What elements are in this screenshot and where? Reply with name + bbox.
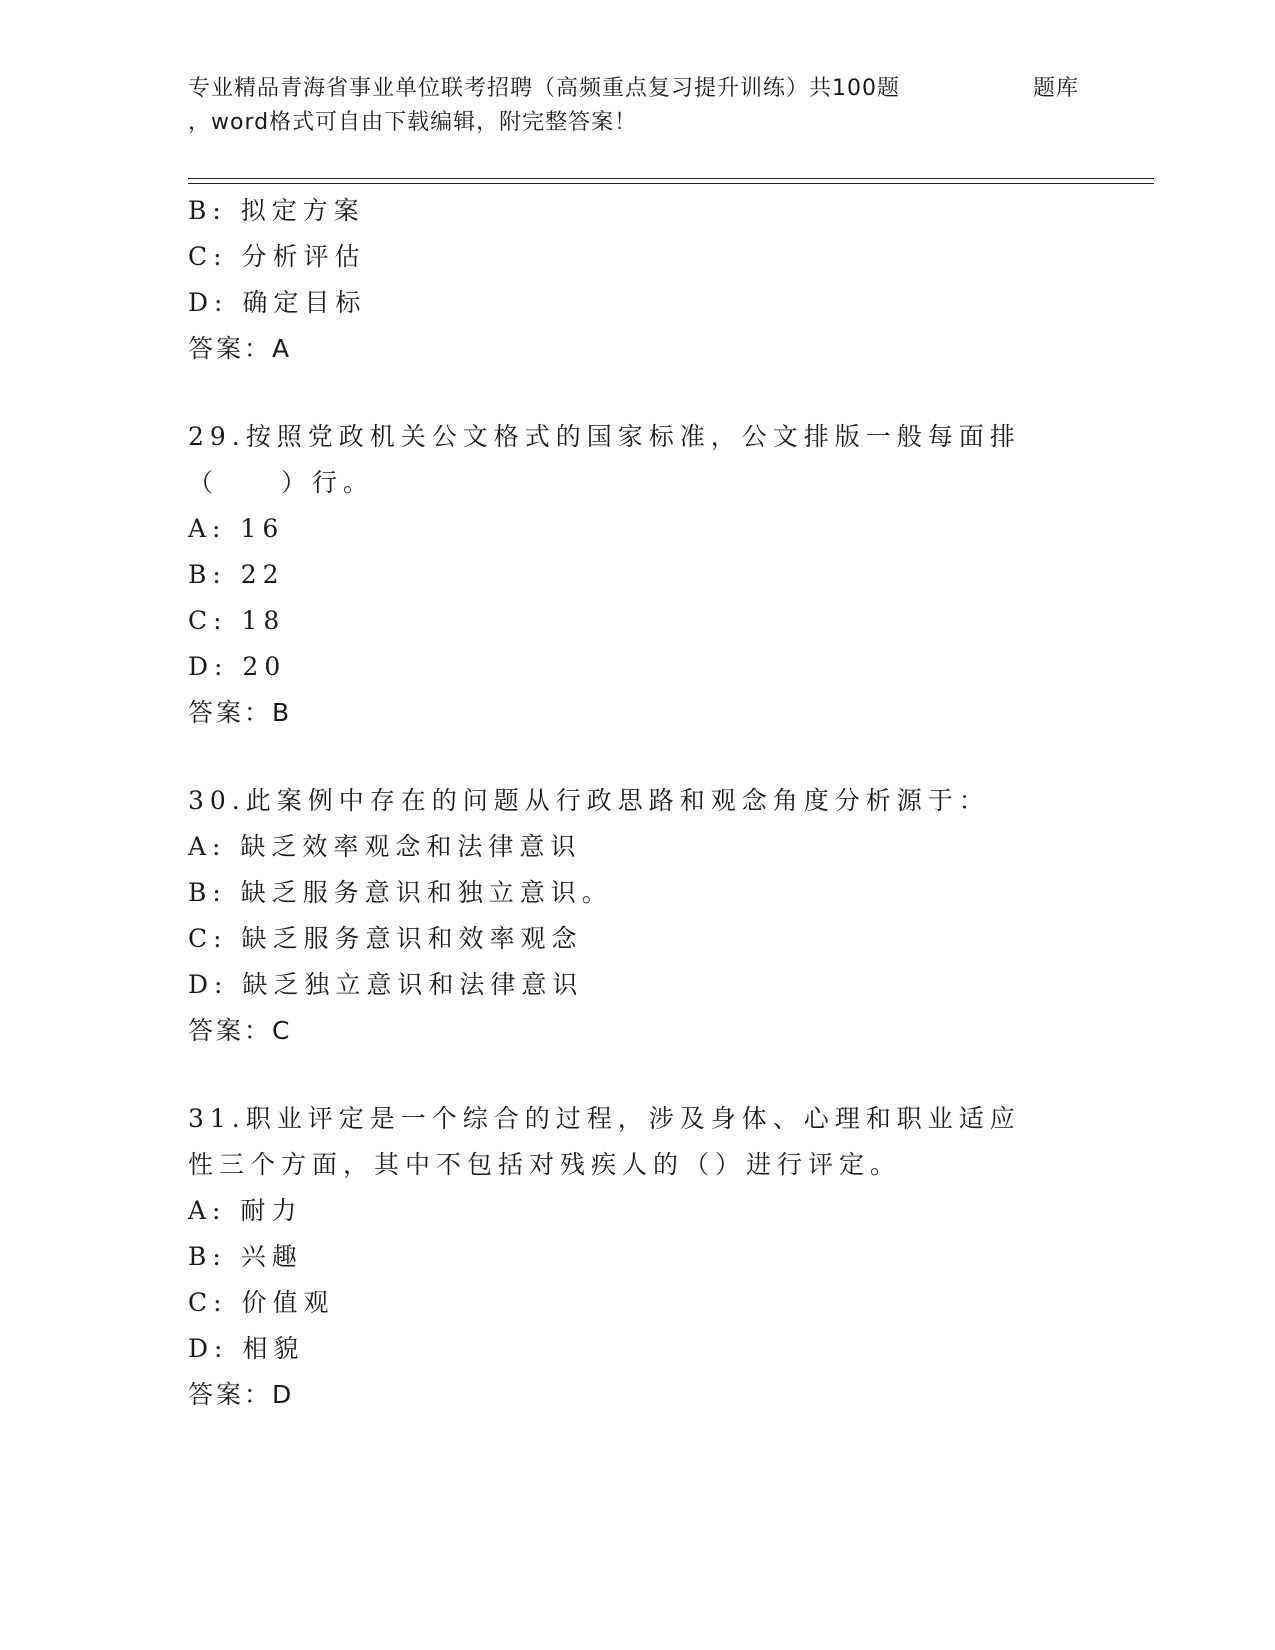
spacer bbox=[188, 736, 1088, 778]
header-divider-top bbox=[188, 178, 1154, 179]
answer-line: 答案：C bbox=[188, 1016, 293, 1045]
header-divider-bottom bbox=[188, 183, 1154, 184]
answer-line: 答案：A bbox=[188, 334, 293, 363]
header-tag: 题库 bbox=[1033, 76, 1080, 101]
answer-line: 答案：D bbox=[188, 1380, 295, 1409]
option-a: A: 缺乏效率观念和法律意识 bbox=[188, 832, 582, 861]
question-31 bbox=[188, 1096, 1088, 1418]
option-b: B: 拟定方案 bbox=[188, 196, 365, 225]
option-b: B: 缺乏服务意识和独立意识。 bbox=[188, 878, 613, 907]
option-c: C: 价值观 bbox=[188, 1288, 335, 1317]
option-b: B: 22 bbox=[188, 560, 285, 589]
answer-line: 答案：B bbox=[188, 698, 293, 727]
question-30 bbox=[188, 778, 1088, 1054]
document-header bbox=[188, 72, 1088, 140]
option-d: D: 相貌 bbox=[188, 1334, 305, 1363]
option-d: D: 20 bbox=[188, 652, 287, 681]
option-a: A: 耐力 bbox=[188, 1196, 303, 1225]
option-a: A: 16 bbox=[188, 514, 285, 543]
question-text: 29.按照党政机关公文格式的国家标准，公文排版一般每面排（ ）行。 bbox=[188, 422, 1021, 497]
option-c: C: 18 bbox=[188, 606, 286, 635]
header-title-line: 专业精品青海省事业单位联考招聘（高频重点复习提升训练）共100题 bbox=[188, 76, 900, 101]
spacer bbox=[188, 372, 1088, 414]
option-b: B: 兴趣 bbox=[188, 1242, 303, 1271]
question-text: 30.此案例中存在的问题从行政思路和观念角度分析源于： bbox=[188, 786, 990, 815]
spacer bbox=[188, 1054, 1088, 1096]
question-content bbox=[188, 188, 1088, 1418]
header-subtitle-line: ，word格式可自由下载编辑，附完整答案！ bbox=[188, 110, 638, 135]
question-29 bbox=[188, 414, 1088, 736]
question-text: 31.职业评定是一个综合的过程，涉及身体、心理和职业适应性三个方面，其中不包括对残疾人的（）进行评定。 bbox=[188, 1104, 1021, 1179]
option-d: D: 确定目标 bbox=[188, 288, 367, 317]
option-d: D: 缺乏独立意识和法律意识 bbox=[188, 970, 584, 999]
option-c: C: 缺乏服务意识和效率观念 bbox=[188, 924, 583, 953]
option-c: C: 分析评估 bbox=[188, 242, 366, 271]
previous-question-block bbox=[188, 188, 1088, 372]
